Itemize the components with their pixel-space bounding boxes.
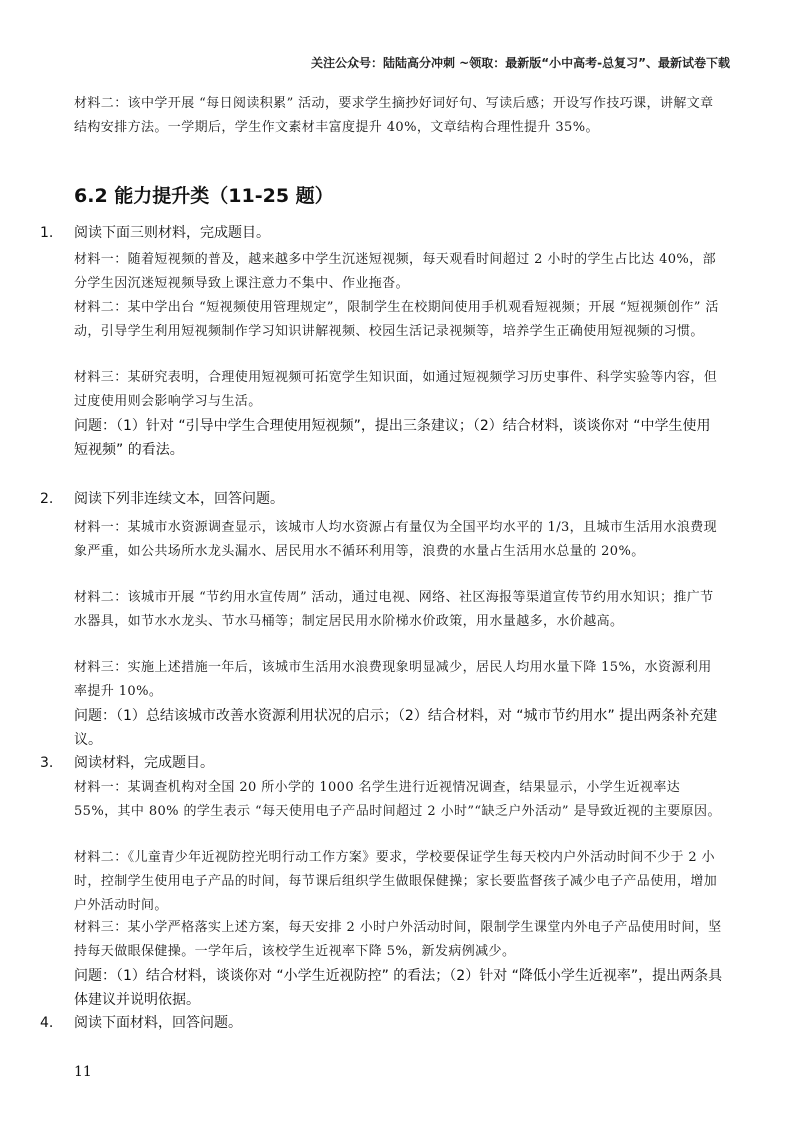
question-3-material-2: 材料二：《儿童青少年近视防控光明行动工作方案》要求，学校要保证学生每天校内户外活动时间不少于 2 小时，控制学生使用电子产品的时间，每节课后组织学生做眼保健操；家长要监督孩子减少电子产品使用，增加户外活动时间。 — [74, 850, 718, 913]
question-2-stem: 阅读下列非连续文本，回答问题。 — [74, 491, 284, 507]
question-1-ask: 问题：（1）针对 “引导中学生合理使用短视频”，提出三条建议；（2）结合材料，谈谈你对 “中学生使用短视频” 的看法。 — [74, 418, 711, 458]
question-3-material-1: 材料一：某调查机构对全国 20 所小学的 1000 名学生进行近视情况调查，结果显示，小学生近视率达 55%，其中 80% 的学生表示 “每天使用电子产品时间超过 2 小时”“缺乏户外活动” 是导致近视的主要原因。 — [74, 780, 721, 819]
question-2-material-2: 材料二：该城市开展 “节约用水宣传周” 活动，通过电视、网络、社区海报等渠道宣传节约用水知识；推广节水器具，如节水水龙头、节水马桶等；制定居民用水阶梯水价政策，用水量越多，水价越高。 — [74, 590, 714, 629]
page-header: 关注公众号：陆陆高分冲刺 ~领取：最新版“小中高考-总复习”、最新试卷下载 — [311, 56, 730, 70]
top-material: 材料二：该中学开展 “每日阅读积累” 活动，要求学生摘抄好词好句、写读后感；开设写作技巧课，讲解文章结构安排方法。一学期后，学生作文素材丰富度提升 40%，文章结构合理性提升 35%。 — [74, 96, 714, 135]
question-3-ask: 问题：（1）结合材料，谈谈你对 “小学生近视防控” 的看法；（2）针对 “降低小学生近视率”，提出两条具体建议并说明依据。 — [74, 968, 723, 1008]
question-2-material-1: 材料一：某城市水资源调查显示，该城市人均水资源占有量仅为全国平均水平的 1/3，且城市生活用水浪费现象严重，如公共场所水龙头漏水、居民用水不循环利用等，浪费的水量占生活用水总量的 20%。 — [74, 520, 718, 559]
question-1-number: 1. — [40, 225, 54, 241]
question-1-stem: 阅读下面三则材料，完成题目。 — [74, 225, 270, 241]
question-3-material-3: 材料三：某小学严格落实上述方案，每天安排 2 小时户外活动时间，限制学生课堂内外电子产品使用时间，坚持每天做眼保健操。一学年后，该校学生近视率下降 5%，新发病例减少。 — [74, 920, 722, 959]
section-title: 6.2 能力提升类（11-25 题） — [74, 185, 334, 207]
question-1-material-3: 材料三：某研究表明，合理使用短视频可拓宽学生知识面，如通过短视频学习历史事件、科学实验等内容，但过度使用则会影响学习与生活。 — [74, 370, 718, 409]
question-4-number: 4. — [40, 1015, 54, 1031]
page-number: 11 — [74, 1064, 92, 1080]
question-2-ask: 问题：（1）总结该城市改善水资源利用状况的启示；（2）结合材料，对 “城市节约用水” 提出两条补充建议。 — [74, 708, 718, 748]
question-3-stem: 阅读材料，完成题目。 — [74, 755, 214, 771]
question-2-material-3: 材料三：实施上述措施一年后，该城市生活用水浪费现象明显减少，居民人均用水量下降 15%，水资源利用率提升 10%。 — [74, 660, 712, 699]
question-2-number: 2. — [40, 491, 54, 507]
question-3-number: 3. — [40, 755, 54, 771]
question-1-material-2: 材料二：某中学出台 “短视频使用管理规定”，限制学生在校期间使用手机观看短视频；开展 “短视频创作” 活动，引导学生利用短视频制作学习知识讲解视频、校园生活记录视频等，培养学生正确使用短视频的习惯。 — [74, 300, 719, 339]
question-1-material-1: 材料一：随着短视频的普及，越来越多中学生沉迷短视频，每天观看时间超过 2 小时的学生占比达 40%，部分学生因沉迷短视频导致上课注意力不集中、作业拖沓。 — [74, 252, 716, 291]
question-4-stem: 阅读下面材料，回答问题。 — [74, 1015, 242, 1031]
